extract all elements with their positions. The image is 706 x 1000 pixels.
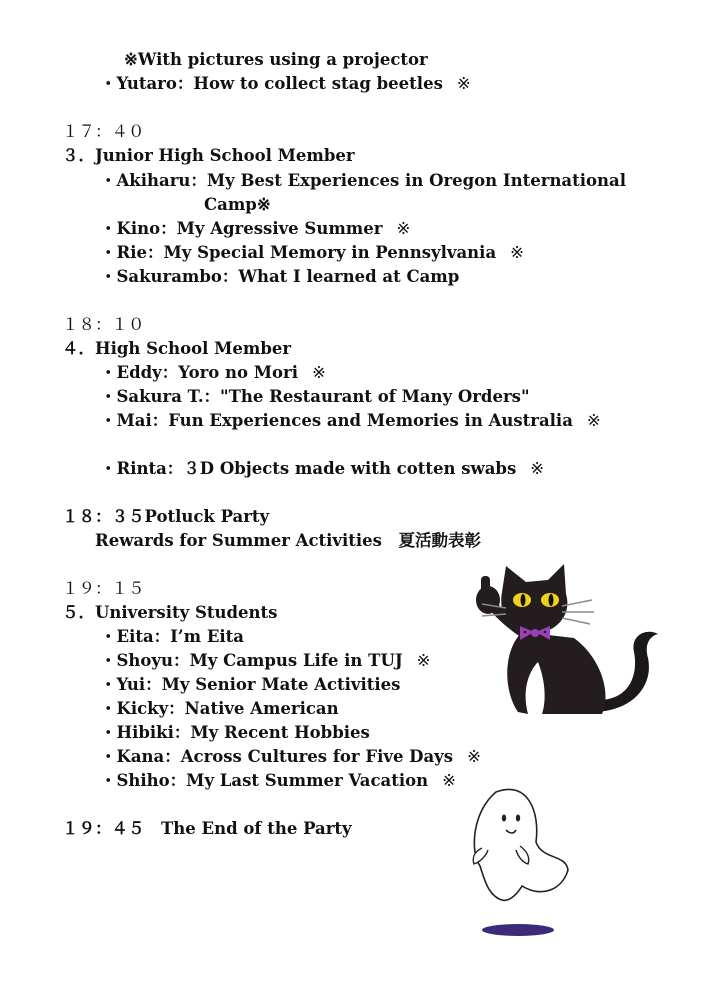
time-label: １９：１５: [62, 579, 145, 598]
list-item: ・Sakurambo：What I learned at Camp: [100, 267, 460, 286]
list-item: ・Hibiki：My Recent Hobbies: [100, 723, 370, 742]
time-label: １８：１０: [62, 315, 145, 334]
list-item-continuation: Camp※: [204, 195, 271, 214]
rewards-line: Rewards for Summer Activities 夏活動表彰: [95, 531, 481, 550]
time-label: １８：３５Potluck Party: [62, 507, 270, 526]
section-heading: ５．University Students: [62, 603, 278, 622]
list-item: ・Eddy：Yoro no Mori ※: [100, 363, 326, 382]
list-item: ・Mai：Fun Experiences and Memories in Australia ※: [100, 411, 601, 430]
list-item: ・Yui：My Senior Mate Activities: [100, 675, 401, 694]
list-item: ・Eita：I’m Eita: [100, 627, 244, 646]
time-label: １７：４０: [62, 122, 145, 141]
list-item: ・Sakura T.："The Restaurant of Many Orders": [100, 387, 530, 406]
projector-note: ※With pictures using a projector: [124, 50, 428, 69]
end-line: １９：４５ The End of the Party: [62, 819, 352, 838]
list-item: ・Kicky：Native American: [100, 699, 339, 718]
section-heading: ４．High School Member: [62, 339, 292, 358]
list-item: ・Rinta：３D Objects made with cotten swabs ※: [100, 459, 545, 478]
list-item: ・Yutaro：How to collect stag beetles ※: [100, 74, 471, 93]
list-item: ・Rie：My Special Memory in Pennsylvania ※: [100, 243, 524, 262]
black-cat-icon: [462, 562, 662, 722]
list-item: ・Shiho：My Last Summer Vacation ※: [100, 771, 456, 790]
list-item: ・Kana：Across Cultures for Five Days ※: [100, 747, 481, 766]
list-item: ・Akiharu：My Best Experiences in Oregon International: [100, 171, 626, 190]
list-item: ・Kino：My Agressive Summer ※: [100, 219, 411, 238]
ghost-icon: [458, 782, 578, 942]
list-item: ・Shoyu：My Campus Life in TUJ ※: [100, 651, 431, 670]
section-heading: ３．Junior High School Member: [62, 146, 355, 165]
